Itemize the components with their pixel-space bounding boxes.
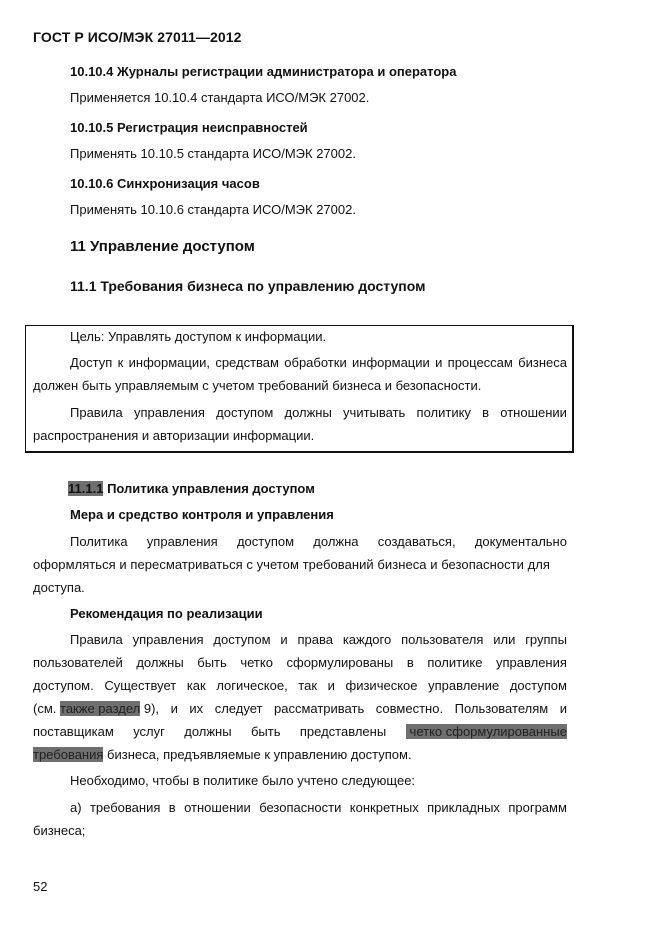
word: каждого — [342, 632, 392, 647]
goal-paragraph-3-line-2: распространения и авторизации информации. — [33, 428, 315, 443]
word: быть — [250, 724, 281, 739]
section-10-10-5-text: Применять 10.10.5 стандарта ИСО/МЭК 27002. — [70, 146, 356, 161]
word: конкретных — [349, 800, 419, 815]
word: доступом — [509, 678, 567, 693]
policy-intro: Необходимо, чтобы в политике было учтено следующее: — [70, 773, 416, 788]
word: совместно. — [375, 701, 444, 716]
word: средствам — [215, 355, 279, 370]
rec-line-4-start — [33, 701, 159, 716]
word: доступом — [216, 405, 274, 420]
word: в — [406, 655, 414, 670]
word: к — [117, 355, 124, 370]
rec-line-6 — [33, 747, 412, 762]
word: Правила — [70, 405, 123, 420]
word: рассматривать — [274, 701, 365, 716]
word: как — [186, 678, 206, 693]
section-10-10-4-text: Применяется 10.10.4 стандарта ИСО/МЭК 27002. — [70, 90, 370, 105]
word: быть — [197, 655, 227, 670]
word: доступом — [236, 534, 295, 549]
rec-line-2 — [33, 655, 567, 670]
measure-line-2: оформляться и пересматриваться с учетом требований бизнеса и безопасности для — [33, 557, 551, 572]
word: документально — [474, 534, 567, 549]
page-number: 52 — [33, 879, 48, 894]
goal-paragraph-3-line-1 — [70, 405, 567, 420]
word: 9), — [143, 701, 160, 716]
rec-line-4 — [33, 701, 567, 716]
word: управления — [134, 405, 205, 420]
word: (см. — [33, 701, 57, 716]
rec-line-1 — [70, 632, 567, 647]
word: пользователя — [401, 632, 484, 647]
word: должны — [184, 724, 232, 739]
word: доступом. — [33, 678, 94, 693]
word: процессам — [447, 355, 513, 370]
word: так — [298, 678, 318, 693]
word: Политика — [70, 534, 128, 549]
word: требования — [89, 800, 161, 815]
recommendation-title: Рекомендация по реализации — [70, 606, 263, 621]
word: услуг — [133, 724, 165, 739]
word: создаваться, — [377, 534, 456, 549]
section-10-10-6-title: 10.10.6 Синхронизация часов — [70, 176, 260, 191]
section-11-1-1-label: Политика управления доступом — [107, 481, 315, 496]
word: или — [493, 632, 516, 647]
word: Существует — [104, 678, 177, 693]
word: их — [189, 701, 204, 716]
word: Доступ — [70, 355, 113, 370]
word: управления — [146, 534, 218, 549]
word: политике — [427, 655, 483, 670]
word: и — [280, 632, 288, 647]
word: и — [327, 678, 335, 693]
word: сформулированы — [286, 655, 394, 670]
rec-line-5 — [33, 724, 567, 739]
word: логическое, — [216, 678, 288, 693]
word: права — [297, 632, 333, 647]
word: и — [435, 355, 443, 370]
measure-line-3: доступа. — [33, 580, 85, 595]
word: поставщикам — [33, 724, 114, 739]
word: представлены — [299, 724, 387, 739]
word: информации, — [128, 355, 210, 370]
word: а) — [70, 800, 82, 815]
goal-line: Цель: Управлять доступом к информации. — [70, 329, 327, 344]
section-10-10-6-text: Применять 10.10.6 стандарта ИСО/МЭК 27002. — [70, 202, 356, 217]
word: отношении — [500, 405, 567, 420]
word: учитывать — [343, 405, 406, 420]
word: прикладных — [427, 800, 500, 815]
word: Пользователям — [454, 701, 549, 716]
section-number-highlight: 11.1.1 — [68, 481, 104, 496]
requirements-highlight: требования — [33, 747, 104, 762]
clearly-formulated-highlight: четко сформулированные — [406, 724, 567, 739]
item-a-line-2: бизнеса; — [33, 823, 86, 838]
word: должна — [313, 534, 359, 549]
word: управления — [496, 655, 567, 670]
word: информации — [352, 355, 430, 370]
see-also-highlight: также раздел — [60, 701, 141, 716]
word: физическое — [345, 678, 418, 693]
word: должны — [136, 655, 184, 670]
word: и — [559, 701, 567, 716]
word: следует — [214, 701, 263, 716]
rec-line-6-rest: бизнеса, предъявляемые к управлению доступом. — [103, 747, 412, 762]
goal-paragraph-2-line-1 — [70, 355, 567, 370]
word: группы — [525, 632, 567, 647]
word: программ — [508, 800, 567, 815]
section-10-10-5-title: 10.10.5 Регистрация неисправностей — [70, 120, 308, 135]
word: должны — [284, 405, 332, 420]
word: доступом — [213, 632, 271, 647]
word: Правила — [70, 632, 123, 647]
word: четко — [240, 655, 273, 670]
word: пользователей — [33, 655, 123, 670]
word: управления — [132, 632, 204, 647]
word: в — [482, 405, 490, 420]
rec-line-3 — [33, 678, 567, 693]
word: политику — [416, 405, 471, 420]
item-a-line-1 — [70, 800, 567, 815]
word: безопасности — [259, 800, 342, 815]
word: отношении — [184, 800, 251, 815]
word: управление — [428, 678, 500, 693]
section-11-1-title: 11.1 Требования бизнеса по управлению доступом — [70, 278, 426, 294]
word: обработки — [284, 355, 347, 370]
measure-title: Мера и средство контроля и управления — [70, 507, 334, 522]
word: в — [168, 800, 176, 815]
word: бизнеса — [518, 355, 567, 370]
measure-line-1 — [70, 534, 567, 549]
document-header: ГОСТ Р ИСО/МЭК 27011—2012 — [33, 29, 242, 45]
section-11-1-1-title — [68, 481, 315, 496]
section-11-title: 11 Управление доступом — [70, 238, 255, 255]
word: и — [170, 701, 178, 716]
section-10-10-4-title: 10.10.4 Журналы регистрации администратора и оператора — [70, 64, 457, 79]
goal-paragraph-2-line-2: должен быть управляемым с учетом требований бизнеса и безопасности. — [33, 378, 482, 393]
